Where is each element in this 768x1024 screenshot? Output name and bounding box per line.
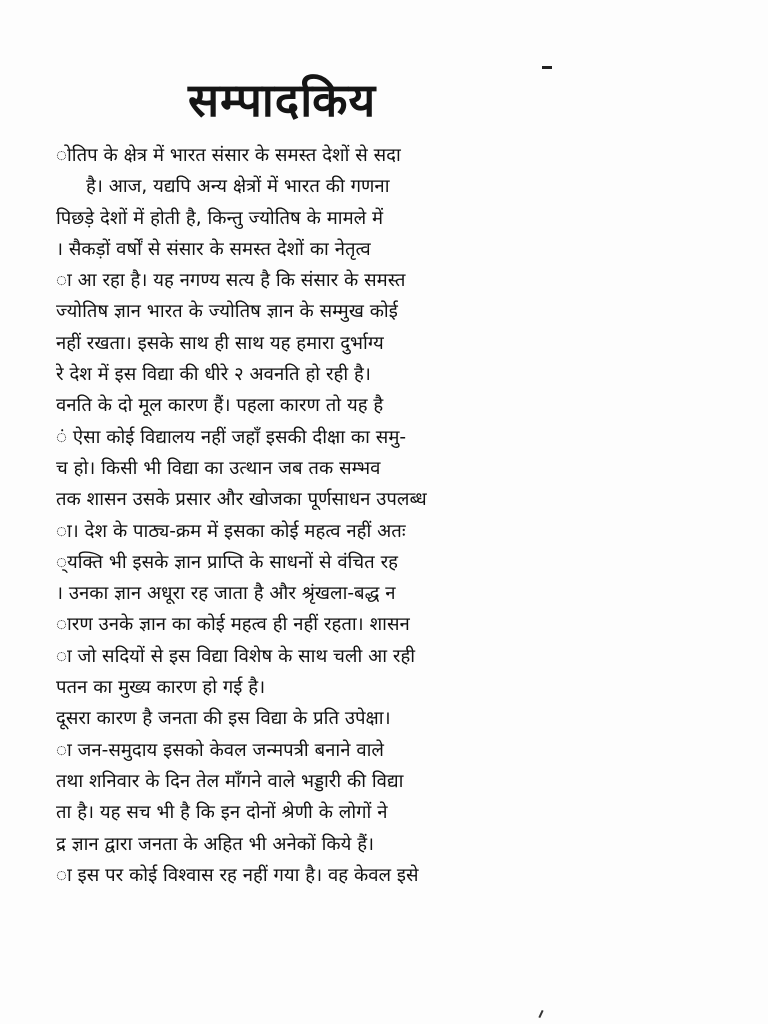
text-line: ारण उनके ज्ञान का कोई महत्व ही नहीं रहता। शासन	[56, 614, 410, 636]
text-line: पतन का मुख्य कारण हो गई है।	[56, 677, 266, 699]
text-line: दूसरा कारण है जनता की इस विद्या के प्रति उपेक्षा।	[56, 708, 391, 730]
text-line: तथा शनिवार के दिन तेल माँगने वाले भड्डारी की विद्या	[56, 770, 404, 792]
text-line: ं ऐसा कोई विद्यालय नहीं जहाँ इसकी दीक्षा का समु-	[56, 426, 407, 448]
text-line: नहीं रखता। इसके साथ ही साथ यह हमारा दुर्भाग्य	[56, 332, 384, 354]
body-text	[56, 140, 596, 891]
text-line: । उनका ज्ञान अधूरा रह जाता है और श्रृंखला-बद्ध न	[56, 583, 396, 605]
text-line: ोतिप के क्षेत्र में भारत संसार के समस्त देशों से सदा	[56, 145, 401, 166]
text-line: ा जन-समुदाय इसको केवल जन्मपत्री बनाने वाले	[56, 739, 384, 761]
text-line: च हो। किसी भी विद्या का उत्थान जब तक सम्भव	[56, 457, 381, 479]
text-line: रे देश में इस विद्या की धीरे २ अवनति हो रही है।	[56, 364, 371, 386]
ink-mark	[538, 1010, 543, 1018]
text-line: ा आ रहा है। यह नगण्य सत्य है कि संसार के समस्त	[56, 270, 406, 292]
text-line: द्र ज्ञान द्वारा जनता के अहित भी अनेकों किये हैं।	[56, 833, 375, 855]
text-line: ता है। यह सच भी है कि इन दोनों श्रेणी के लोगों ने	[56, 802, 388, 824]
text-line: है। आज, यद्यपि अन्य क्षेत्रों में भारत की गणना	[86, 176, 390, 198]
text-line: तक शासन उसके प्रसार और खोजका पूर्णसाधन उपलब्ध	[56, 489, 427, 511]
text-line: । सैकड़ों वर्षों से संसार के समस्त देशों का नेतृत्व	[56, 238, 371, 260]
text-line: ा इस पर कोई विश्वास रह नहीं गया है। वह केवल इसे	[56, 864, 419, 886]
page-title: सम्पादकिय	[188, 73, 377, 127]
text-line: ा। देश के पाठ्य-क्रम में इसका कोई महत्व नहीं अतः	[56, 520, 406, 542]
text-line: ा जो सदियों से इस विद्या विशेष के साथ चली आ रही	[56, 645, 416, 667]
ink-mark	[542, 66, 552, 69]
text-line: पिछड़े देशों में होती है, किन्तु ज्योतिष के मामले में	[56, 207, 384, 229]
text-line: वनति के दो मूल कारण हैं। पहला कारण तो यह है	[56, 395, 384, 417]
text-line: ज्योतिष ज्ञान भारत के ज्योतिष ज्ञान के सम्मुख कोई	[56, 301, 398, 323]
text-line: ्यक्ति भी इसके ज्ञान प्राप्ति के साधनों से वंचित रह	[56, 551, 398, 573]
